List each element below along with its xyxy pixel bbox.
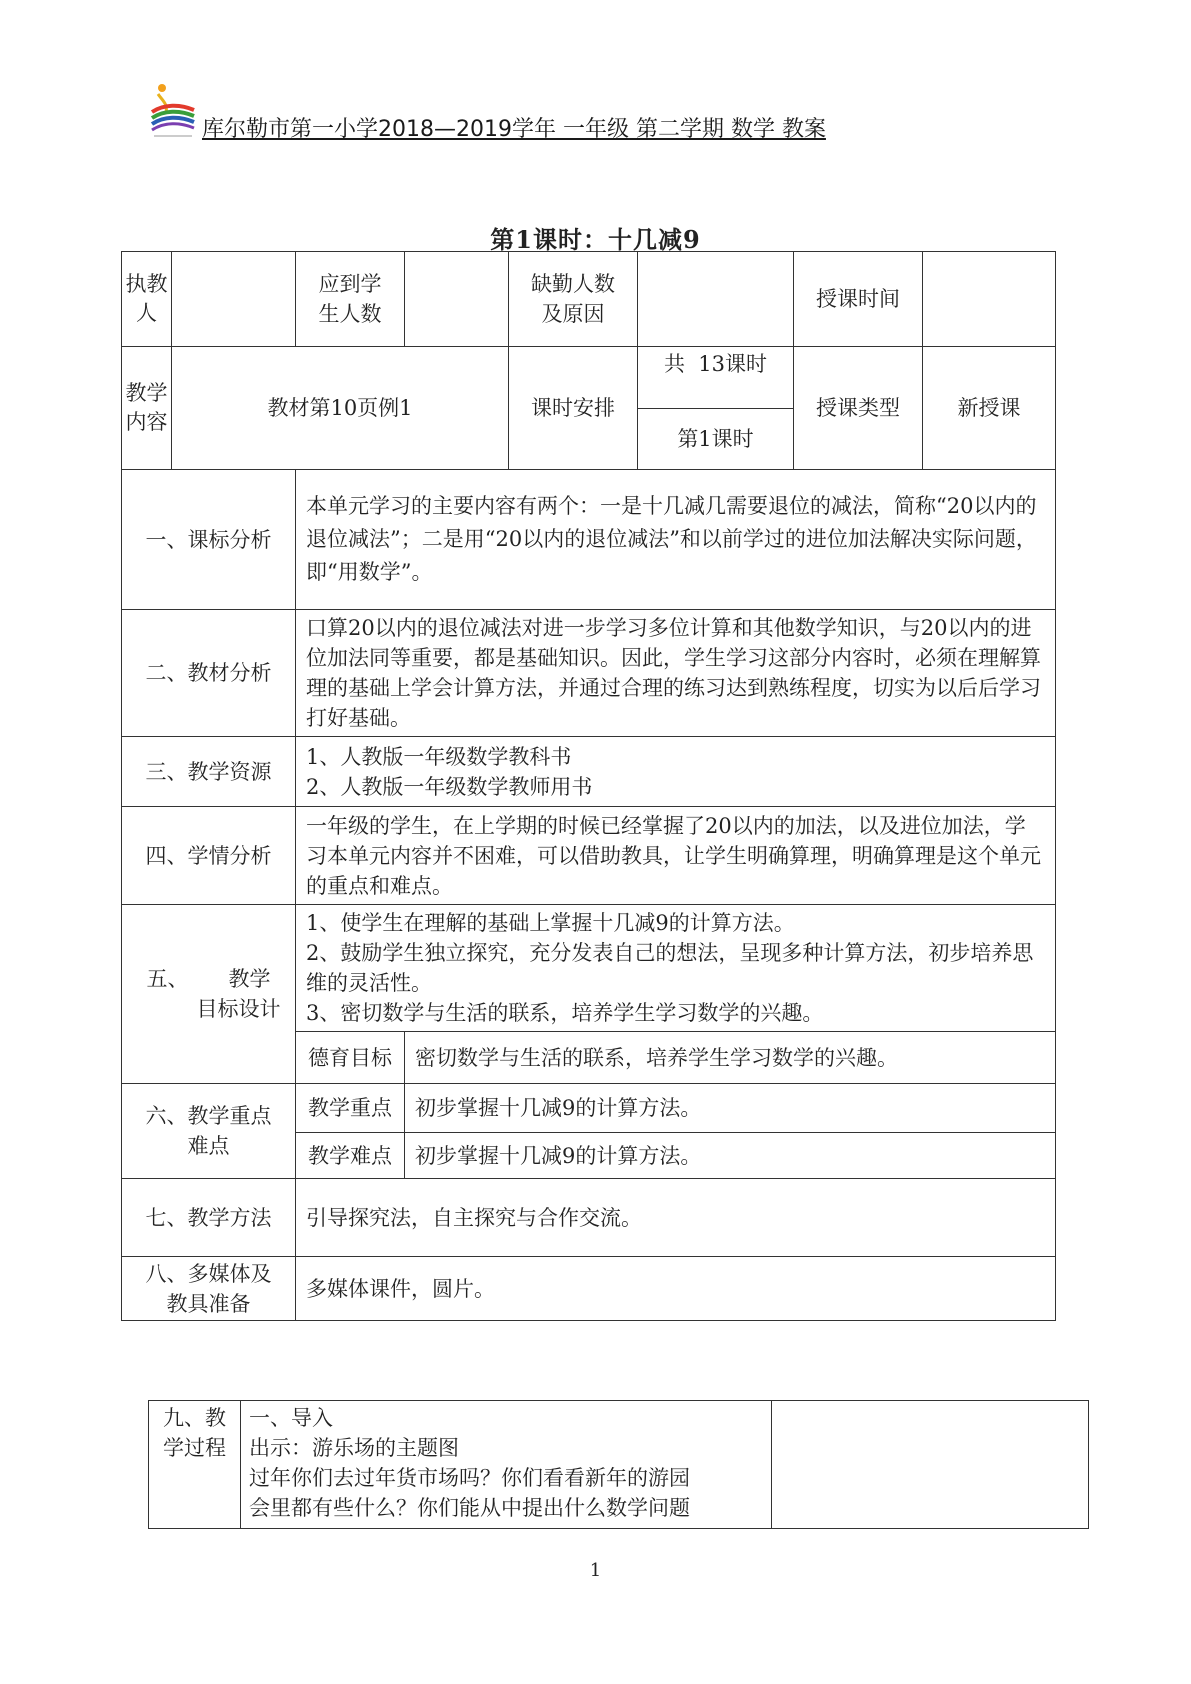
difficulty-label: 教学难点	[296, 1133, 405, 1179]
lesson-title: 第1课时：十几减9	[490, 225, 701, 254]
process-line: 会里都有些什么？你们能从中提出什么数学问题	[249, 1496, 690, 1520]
page-number: 1	[589, 1560, 602, 1581]
process-line: 出示：游乐场的主题图	[249, 1436, 459, 1460]
schedule-current: 第1课时	[638, 409, 794, 470]
process-row	[149, 1401, 1089, 1529]
media-text: 多媒体课件，圆片。	[296, 1257, 1056, 1321]
key-points-row	[122, 1084, 1056, 1133]
lesson-plan-table	[121, 251, 1056, 1321]
process-label-line2: 学过程	[163, 1436, 226, 1460]
goals-label-line1: 五、 教学	[146, 967, 271, 991]
expected-students-label: 应到学生人数	[296, 252, 405, 347]
difficulty-text: 初步掌握十几减9的计算方法。	[405, 1133, 1056, 1179]
section-students-row	[122, 807, 1056, 905]
moral-goal-text: 密切数学与生活的联系，培养学生学习数学的兴趣。	[405, 1032, 1056, 1084]
expected-students-value	[405, 252, 509, 347]
teaching-process-table	[148, 1400, 1089, 1529]
resources-list	[296, 737, 1056, 807]
info-row-1	[122, 252, 1056, 347]
key-point-label: 教学重点	[296, 1084, 405, 1133]
curriculum-analysis-label: 一、课标分析	[122, 470, 296, 610]
process-line: 一、导入	[249, 1406, 333, 1430]
header-title: 库尔勒市第一小学2018—2019学年 一年级 第二学期 数学 教案	[202, 117, 826, 142]
section-resources-row	[122, 737, 1056, 807]
goal-item: 3、密切数学与生活的联系，培养学生学习数学的兴趣。	[306, 1001, 824, 1025]
section-textbook-row	[122, 610, 1056, 737]
key-point-text: 初步掌握十几减9的计算方法。	[405, 1084, 1056, 1133]
goals-label	[122, 905, 296, 1084]
absent-label: 缺勤人数及原因	[509, 252, 638, 347]
key-difficulty-label	[122, 1084, 296, 1179]
student-analysis-label: 四、学情分析	[122, 807, 296, 905]
teaching-method-label: 七、教学方法	[122, 1179, 296, 1257]
class-time-value	[923, 252, 1056, 347]
process-label	[149, 1401, 241, 1529]
media-label-line1: 八、多媒体及	[145, 1261, 272, 1286]
content-value: 教材第10页例1	[172, 347, 509, 470]
key-difficulty-label-line1: 六、教学重点	[145, 1104, 272, 1128]
school-logo-icon	[148, 82, 196, 140]
goal-item: 2、鼓励学生独立探究，充分发表自己的想法，呈现多种计算方法，初步培养思维的灵活性。	[306, 941, 1034, 995]
lesson-type-label: 授课类型	[794, 347, 923, 470]
resource-item: 1、人教版一年级数学教科书	[306, 744, 572, 769]
section-curriculum-row	[122, 470, 1056, 610]
lesson-type-value: 新授课	[923, 347, 1056, 470]
goals-label-line2: 目标设计	[196, 997, 281, 1021]
teacher-label: 执教人	[122, 252, 172, 347]
absent-value	[638, 252, 794, 347]
moral-goal-label: 德育目标	[296, 1032, 405, 1084]
curriculum-analysis-text: 本单元学习的主要内容有两个：一是十几减几需要退位的减法，简称“20以内的退位减法”；二是用“20以内的退位减法”和以前学过的进位加法解决实际问题，即“用数学”。	[296, 470, 1056, 610]
teaching-method-text: 引导探究法，自主探究与合作交流。	[296, 1179, 1056, 1257]
textbook-analysis-text: 口算20以内的退位减法对进一步学习多位计算和其他数学知识，与20以内的进位加法同等重要，都是基础知识。因此，学生学习这部分内容时，必须在理解算理的基础上学会计算方法，并通过合理的练习达到熟练程度，切实为以后后学习打好基础。	[296, 610, 1056, 737]
student-analysis-text: 一年级的学生，在上学期的时候已经掌握了20以内的加法，以及进位加法，学习本单元内容并不困难，可以借助教具，让学生明确算理，明确算理是这个单元的重点和难点。	[296, 807, 1056, 905]
section-media-row	[122, 1257, 1056, 1321]
process-content	[241, 1401, 772, 1529]
media-label	[122, 1257, 296, 1321]
schedule-label: 课时安排	[509, 347, 638, 470]
resource-item: 2、人教版一年级数学教师用书	[306, 774, 593, 799]
section-goals-row	[122, 905, 1056, 1032]
process-label-line1: 九、教	[163, 1406, 226, 1430]
media-label-line2: 教具准备	[166, 1291, 251, 1316]
info-row-2a	[122, 347, 1056, 409]
teacher-value	[172, 252, 296, 347]
schedule-total: 共 13课时	[638, 347, 794, 409]
goals-list	[296, 905, 1056, 1032]
section-method-row	[122, 1179, 1056, 1257]
textbook-analysis-label: 二、教材分析	[122, 610, 296, 737]
resources-label: 三、教学资源	[122, 737, 296, 807]
content-label: 教学内容	[122, 347, 172, 470]
process-line: 过年你们去过年货市场吗？你们看看新年的游园	[249, 1466, 690, 1490]
process-notes	[772, 1401, 1089, 1529]
goal-item: 1、使学生在理解的基础上掌握十几减9的计算方法。	[306, 911, 795, 935]
class-time-label: 授课时间	[794, 252, 923, 347]
page-header	[148, 82, 948, 142]
key-difficulty-label-line2: 难点	[187, 1134, 230, 1158]
